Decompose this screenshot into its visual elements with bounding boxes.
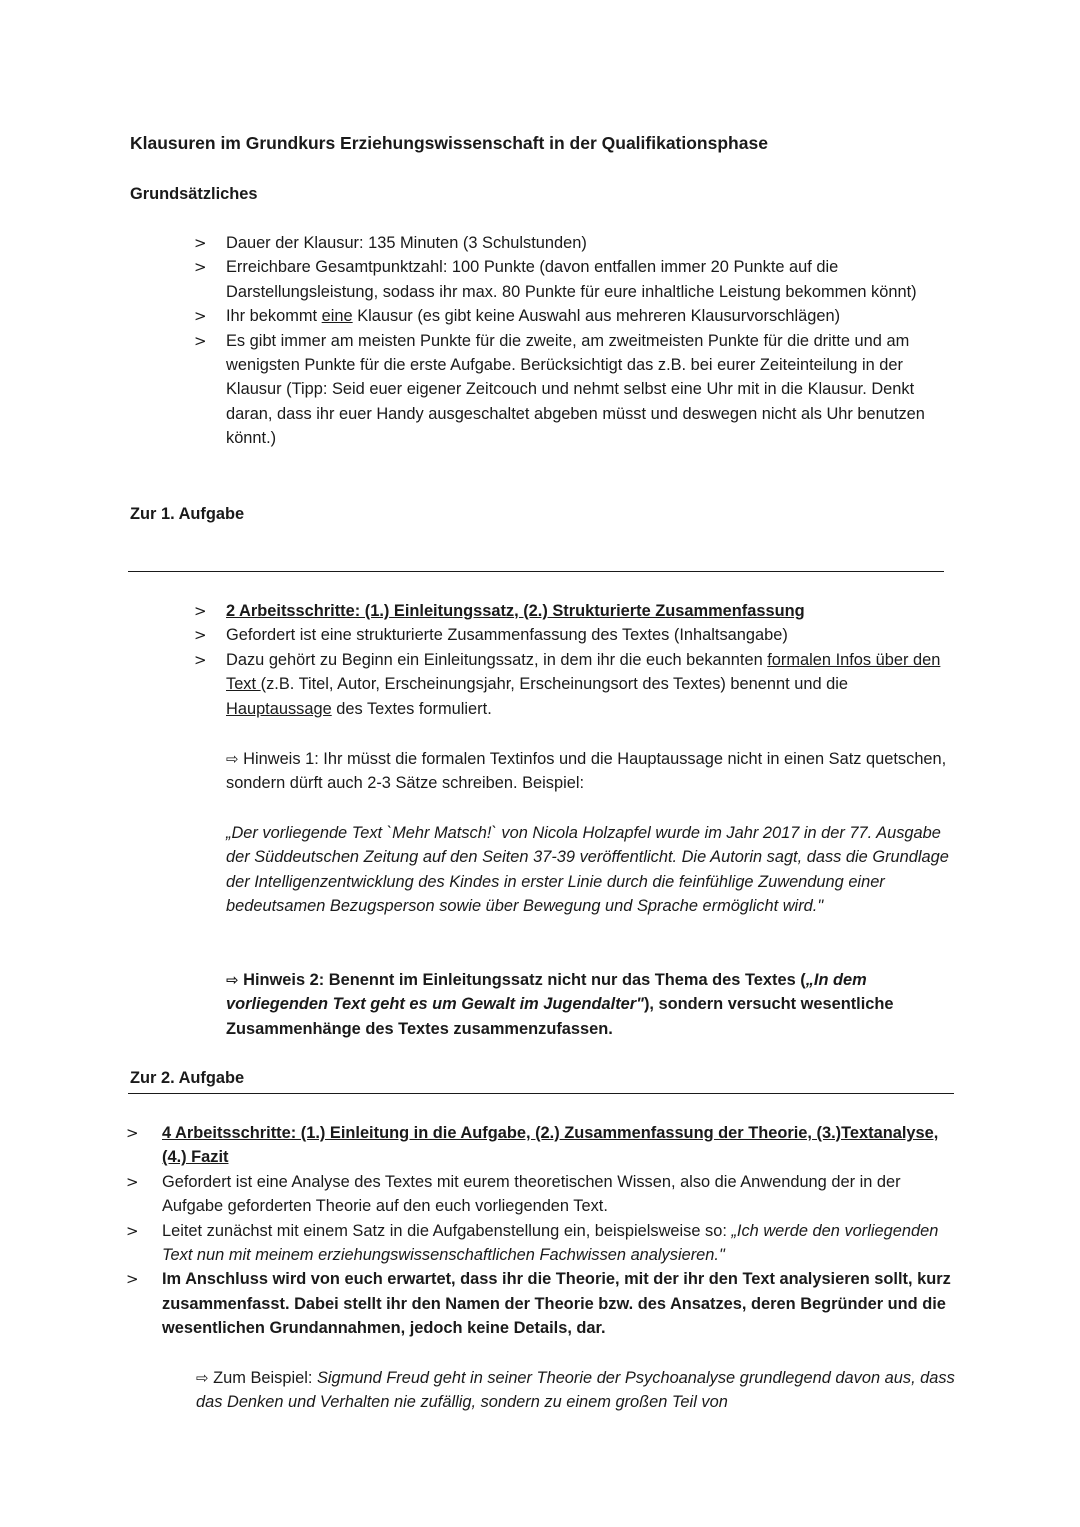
hint-arrow-icon: ⇨ <box>226 971 239 989</box>
bullet-icon: > <box>194 258 207 277</box>
divider-line <box>128 1093 954 1094</box>
example-theory: ⇨ Zum Beispiel: Sigmund Freud geht in seiner Theorie der Psychoanalyse grundlegend davon aus, dass das Denken und Verhalten nie zufällig, sondern zu einem großen Teil von <box>196 1369 955 1412</box>
list-item: > Erreichbare Gesamtpunktzahl: 100 Punkte (davon entfallen immer 20 Punkte auf die Darstellungsleistung, sodass ihr max. 80 Punkte für eure inhaltliche Leistung bekommen könnt) <box>226 255 956 304</box>
bullet-icon: > <box>194 331 207 350</box>
bullet-icon: > <box>126 1124 139 1142</box>
list-item: > Dauer der Klausur: 135 Minuten (3 Schulstunden) <box>226 231 956 255</box>
hint-arrow-icon: ⇨ <box>196 1369 209 1387</box>
list-aufgabe-2 <box>126 1121 962 1341</box>
bullet-icon: > <box>194 234 207 252</box>
list-aufgabe-1 <box>194 599 956 721</box>
bullet-icon: > <box>194 307 207 326</box>
hint-2: ⇨ Hinweis 2: Benennt im Einleitungssatz nicht nur das Thema des Textes („In dem vorliegenden Text geht es um Gewalt im Jugendalter"), sondern versucht wesentliche Zusammenhänge des Textes zusammenzufassen. <box>226 971 894 1038</box>
example-introduction: „Der vorliegende Text `Mehr Matsch!` von Nicola Holzapfel wurde im Jahr 2017 in der 77. Ausgabe der Süddeutschen Zeitung auf den Seiten 37-39 veröffentlicht. Die Autorin sagt, dass die Grundlage der Intelligenzentwicklung des Kindes in erster Linie durch die feinfühlige Zuwendung einer bedeutsamen Bezugsperson sowie über Bewegung und Sprache ermöglicht wird." <box>226 824 949 916</box>
bullet-icon: > <box>126 1172 139 1191</box>
heading-aufgabe-2: Zur 2. Aufgabe <box>130 1069 245 1087</box>
bullet-icon: > <box>126 1270 139 1289</box>
heading-grundsaetzliches: Grundsätzliches <box>130 185 258 203</box>
list-item: > Leitet zunächst mit einem Satz in die Aufgabenstellung ein, beispielsweise so: „Ich werde den vorliegenden Text nun mit meinem erziehungswissenschaftlichen Fachwissen analysieren." <box>162 1219 962 1268</box>
bullet-icon: > <box>194 626 207 645</box>
list-item: > 2 Arbeitsschritte: (1.) Einleitungssatz, (2.) Strukturierte Zusammenfassung <box>226 599 956 623</box>
bullet-icon: > <box>194 650 207 669</box>
list-item: > Ihr bekommt eine Klausur (es gibt keine Auswahl aus mehreren Klausurvorschlägen) <box>226 304 956 328</box>
list-item: > Gefordert ist eine strukturierte Zusammenfassung des Textes (Inhaltsangabe) <box>226 623 956 647</box>
list-item: > Dazu gehört zu Beginn ein Einleitungssatz, in dem ihr die euch bekannten formalen Infos über den Text (z.B. Titel, Autor, Erscheinungsjahr, Erscheinungsort des Textes) benennt und die Hauptaussage des Textes formuliert. <box>226 648 956 721</box>
document-title: Klausuren im Grundkurs Erziehungswissenschaft in der Qualifikationsphase <box>130 133 768 153</box>
hint-arrow-icon: ⇨ <box>226 750 239 768</box>
list-item: > 4 Arbeitsschritte: (1.) Einleitung in die Aufgabe, (2.) Zusammenfassung der Theorie, (3.)Textanalyse, (4.) Fazit <box>162 1121 962 1170</box>
list-item: > Es gibt immer am meisten Punkte für die zweite, am zweitmeisten Punkte für die dritte und am wenigsten Punkte für die erste Aufgabe. Berücksichtigt das z.B. bei eurer Zeiteinteilung in der Klausur (Tipp: Seid euer eigener Zeitcouch und nehmt selbst eine Uhr mit in die Klausur. Denkt daran, dass ihr euer Handy ausgeschaltet abgeben müsst und deswegen nicht als Uhr benutzen könnt.) <box>226 329 956 451</box>
bullet-icon: > <box>126 1221 139 1240</box>
list-grundsaetzliches <box>194 231 956 451</box>
hint-1: ⇨ Hinweis 1: Ihr müsst die formalen Textinfos und die Hauptaussage nicht in einen Satz quetschen, sondern dürft auch 2-3 Sätze schreiben. Beispiel: <box>226 750 947 793</box>
list-item: > Gefordert ist eine Analyse des Textes mit eurem theoretischen Wissen, also die Anwendung der in der Aufgabe geforderten Theorie auf den euch vorliegenden Text. <box>162 1170 962 1219</box>
divider-line <box>128 571 944 572</box>
bullet-icon: > <box>194 602 207 620</box>
list-item: > Im Anschluss wird von euch erwartet, dass ihr die Theorie, mit der ihr den Text analysieren sollt, kurz zusammenfasst. Dabei stellt ihr den Namen der Theorie bzw. des Ansatzes, deren Begründer und die wesentlichen Grundannahmen, jedoch keine Details, dar. <box>162 1267 962 1340</box>
heading-aufgabe-1: Zur 1. Aufgabe <box>130 505 245 523</box>
